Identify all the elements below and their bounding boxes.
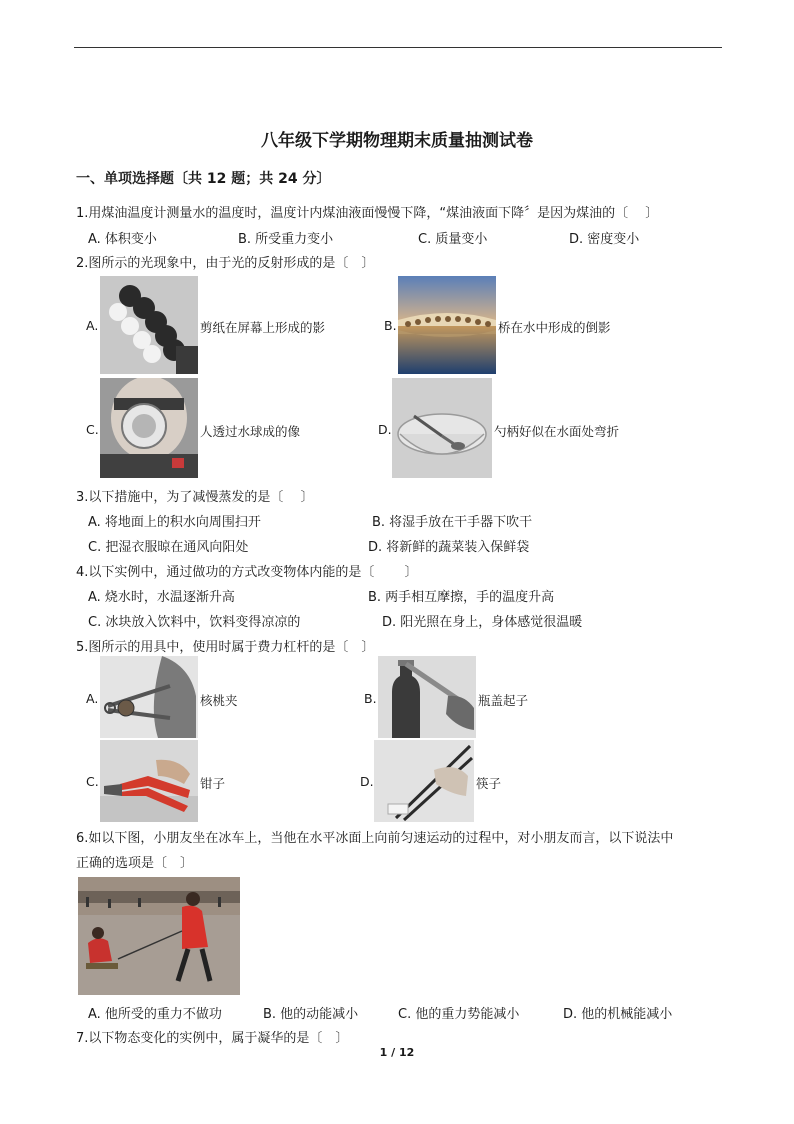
- q3-option-c: C. 把湿衣服晾在通风向阳处: [88, 540, 249, 555]
- q2-option-a-letter: A.: [86, 318, 99, 333]
- q6-option-c: C. 他的重力势能减小: [398, 1007, 520, 1022]
- q4-option-c: C. 冰块放入饮料中，饮料变得凉凉的: [88, 615, 301, 630]
- q2-option-b-letter: B.: [384, 318, 397, 333]
- q6-option-a: A. 他所受的重力不做功: [88, 1007, 222, 1022]
- q4-option-a: A. 烧水时，水温逐渐升高: [88, 590, 235, 605]
- question-6-stem-line2: 正确的选项是〔 〕: [76, 856, 194, 871]
- q5-option-c-text: 钳子: [200, 776, 226, 791]
- water-ball-image: [100, 378, 198, 478]
- q1-option-a: A. 体积变小: [88, 232, 157, 247]
- chopsticks-image: [374, 740, 474, 822]
- question-4-stem: 4.以下实例中，通过做功的方式改变物体内能的是〔 〕: [76, 565, 418, 580]
- q4-option-d: D. 阳光照在身上，身体感觉很温暖: [382, 615, 583, 630]
- question-6-stem-line1: 6.如以下图，小朋友坐在冰车上，当他在水平冰面上向前匀速运动的过程中，对小朋友而言，以下说法中: [76, 831, 674, 846]
- walnut-cracker-image: [100, 656, 198, 738]
- q1-option-b: B. 所受重力变小: [238, 232, 334, 247]
- bridge-reflection-image: [398, 276, 496, 374]
- q5-option-a-text: 核桃夹: [200, 693, 238, 708]
- q2-option-c-text: 人透过水球成的像: [200, 424, 301, 439]
- page-title: 八年级下学期物理期末质量抽测试卷: [261, 131, 533, 151]
- q3-option-b: B. 将湿手放在干手器下吹干: [372, 515, 533, 530]
- question-7-stem: 7.以下物态变化的实例中，属于凝华的是〔 〕: [76, 1031, 349, 1046]
- header-rule: [74, 47, 722, 48]
- q6-option-d: D. 他的机械能减小: [563, 1007, 673, 1022]
- q2-option-d-text: 勺柄好似在水面处弯折: [494, 424, 620, 439]
- pliers-image: [100, 740, 198, 822]
- q5-option-b-letter: B.: [364, 691, 377, 706]
- q2-option-d-letter: D.: [378, 422, 392, 437]
- question-3-stem: 3.以下措施中，为了减慢蒸发的是〔 〕: [76, 490, 314, 505]
- paper-cut-shadow-image: [100, 276, 198, 374]
- q2-option-b-text: 桥在水中形成的倒影: [498, 320, 611, 335]
- ice-sled-image: [78, 877, 240, 995]
- q1-option-c: C. 质量变小: [418, 232, 488, 247]
- q2-option-c-letter: C.: [86, 422, 99, 437]
- q5-option-d-letter: D.: [360, 774, 374, 789]
- bottle-opener-image: [378, 656, 476, 738]
- q4-option-b: B. 两手相互摩擦，手的温度升高: [368, 590, 555, 605]
- q2-option-a-text: 剪纸在屏幕上形成的影: [200, 320, 326, 335]
- q5-option-a-letter: A.: [86, 691, 99, 706]
- q3-option-d: D. 将新鲜的蔬菜装入保鲜袋: [368, 540, 530, 555]
- section-heading: 一、单项选择题〔共 12 题；共 24 分〕: [76, 171, 331, 187]
- q1-option-d: D. 密度变小: [569, 232, 640, 247]
- spoon-in-water-image: [392, 378, 492, 478]
- question-2-stem: 2.图所示的光现象中，由于光的反射形成的是〔 〕: [76, 256, 375, 271]
- q5-option-b-text: 瓶盖起子: [478, 693, 529, 708]
- q5-option-c-letter: C.: [86, 774, 99, 789]
- question-5-stem: 5.图所示的用具中，使用时属于费力杠杆的是〔 〕: [76, 640, 375, 655]
- q3-option-a: A. 将地面上的积水向周围扫开: [88, 515, 261, 530]
- q5-option-d-text: 筷子: [476, 776, 502, 791]
- page-number: 1 / 12: [379, 1046, 415, 1059]
- q6-option-b: B. 他的动能减小: [263, 1007, 359, 1022]
- question-1-stem: 1.用煤油温度计测量水的温度时，温度计内煤油液面慢慢下降，“煤油液面下降〞是因为煤油的〔 〕: [76, 206, 659, 221]
